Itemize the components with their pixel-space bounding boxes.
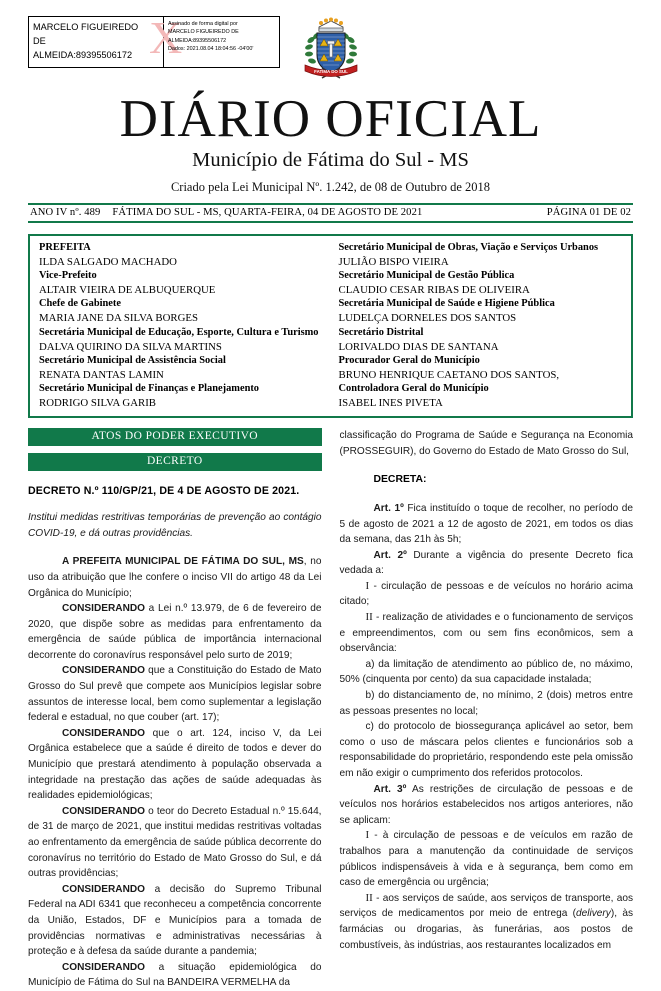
page-title: DIÁRIO OFICIAL <box>119 90 542 148</box>
paragraph-body: , no uso da atribuição que lhe confere o inciso VII do artigo 48 da Lei Orgânica do Município; <box>28 556 322 599</box>
official-role: Secretário Municipal de Gestão Pública <box>338 270 515 282</box>
official-role: PREFEITA <box>39 242 91 253</box>
signature-x-mark: X <box>149 16 183 63</box>
masthead-law-line: Criado pela Lei Municipal Nº. 1.242, de 08 de Outubro de 2018 <box>170 180 491 194</box>
article-2-item-c: c) do protocolo de biossegurança aplicável ao setor, bem como o uso de máscara pelos clientes e funcionários sob a responsabilidade do proprietário, respondendo este pela omissão em não exigir o cumprimento dos referidos protocolos. <box>339 721 633 779</box>
article-body: Durante a vigência do presente Decreto fica vedada a: <box>339 549 633 577</box>
official-name: ILDA SALGADO MACHADO <box>39 256 177 269</box>
article-2-item-ii <box>340 610 634 657</box>
paragraph-considerando <box>28 663 322 725</box>
edition-bar <box>28 203 633 223</box>
banner-atos-poder-executivo: ATOS DO PODER EXECUTIVO <box>28 428 322 446</box>
official-name: LORIVALDO DIAS DE SANTANA <box>338 340 499 353</box>
item-lead: II <box>365 611 373 624</box>
article-lead: Art. 2º <box>373 549 407 561</box>
official-name: ISABEL INES PIVETA <box>338 397 443 410</box>
item-body: - à circulação de pessoas e de veículos em razão de trabalhos para a manutenção da continuidade de serviços públicos indispensáveis à vida e à segurança, bem como em caso de emergência ou urgência; <box>339 830 633 889</box>
paragraph-continuation: classificação do Programa de Saúde e Segurança na Economia (PROSSEGUIR), do Governo do Estado de Mato Grosso do Sul, <box>339 430 633 457</box>
article-body: Fica instituído o toque de recolher, no período de 5 de agosto de 2021 a 12 de agosto de 2021, em todos os dias da semana, das 21h às 5h; <box>339 502 633 546</box>
official-role: Procurador Geral do Município <box>338 354 480 366</box>
paragraph-body: o teor do Decreto Estadual n.º 15.644, de 31 de março de 2021, que institui medidas restritivas voltadas ao enfrentamento da emergência de saúde pública decorrente do coronavírus no território do Estado de Mato Grosso do Sul, e dá outras providências; <box>28 805 322 880</box>
paragraph-body: a decisão do Supremo Tribunal Federal na ADI 6341 que reconheceu a competência concorrente da União, Estados, DF e Municípios para a tomada de providências normativas e administrativas necessárias à proteção e à defesa da saúde durante a pandemia; <box>28 883 322 958</box>
article-lead: Art. 1º <box>373 502 404 514</box>
decreto-ementa: Institui medidas restritivas temporárias de prevenção ao contágio COVID-19, e dá outras providências. <box>28 512 322 539</box>
official-name: LUDELÇA DORNELES DOS SANTOS <box>338 312 517 325</box>
paragraph-lead: CONSIDERANDO <box>62 961 145 973</box>
official-role: Secretária Municipal de Educação, Esporte, Cultura e Turismo <box>39 326 319 338</box>
official-name: ALTAIR VIEIRA DE ALBUQUERQUE <box>39 284 216 297</box>
paragraph-considerando <box>28 601 322 663</box>
signature-detail-line-4: Dados: 2021.08.04 18:04:56 -04'00' <box>168 46 254 53</box>
paragraph-lead: CONSIDERANDO <box>62 883 145 895</box>
item-body: - realização de atividades e o funcionamento de serviços e empreendimentos, com ou sem fins econômicos, sem a observância: <box>339 612 633 655</box>
article-3 <box>340 782 634 829</box>
column-left <box>28 428 322 991</box>
banner-decreto: DECRETO <box>28 453 322 471</box>
article-3-item-ii <box>340 891 634 953</box>
official-role: Vice-Prefeito <box>39 270 97 282</box>
article-3-item-i <box>340 828 634 890</box>
paragraph-lead: CONSIDERANDO <box>62 805 145 817</box>
signature-detail-line-2: MARCELO FIGUEIREDO DE <box>168 29 239 36</box>
paragraph-preambulo <box>28 554 322 601</box>
item-lead: II <box>365 891 373 904</box>
digital-signature-stamp <box>28 16 280 68</box>
paragraph-lead: A PREFEITA MUNICIPAL DE FÁTIMA DO SUL, MS <box>62 556 304 568</box>
paragraph-considerando <box>28 726 322 804</box>
body-columns <box>28 428 633 991</box>
official-role: Secretário Municipal de Finanças e Planejamento <box>39 382 260 394</box>
official-name: BRUNO HENRIQUE CAETANO DOS SANTOS, <box>338 368 560 381</box>
paragraph-considerando <box>28 882 322 960</box>
emphasis-delivery: delivery <box>576 908 611 920</box>
official-role: Secretário Municipal de Assistência Social <box>39 354 226 366</box>
item-lead: I <box>365 579 370 592</box>
signature-detail-line-3: ALMEIDA:89395506172 <box>168 37 227 44</box>
article-2-item-b: b) do distanciamento de, no mínimo, 2 (dois) metros entre as pessoas presentes no local; <box>339 690 633 717</box>
decreta-heading: DECRETA: <box>373 474 427 486</box>
official-role: Controladora Geral do Município <box>338 382 489 394</box>
paragraph-considerando <box>28 960 322 991</box>
edition-place-date: FÁTIMA DO SUL - MS, QUARTA-FEIRA, 04 DE AGOSTO DE 2021 <box>112 207 423 218</box>
paragraph-considerando <box>28 804 322 882</box>
paragraph-body: que a Constituição do Estado de Mato Grosso do Sul prevê que compete aos Municípios legislar sobre assuntos de interesse local, bem como suplementar a legislação federal e estadual, no que couber (art. 17); <box>28 665 322 724</box>
article-1 <box>340 501 634 548</box>
official-role: Secretário Distrital <box>338 326 424 338</box>
paragraph-lead: CONSIDERANDO <box>62 603 145 615</box>
official-role: Chefe de Gabinete <box>39 298 121 310</box>
masthead-subtitle: Município de Fátima do Sul - MS <box>192 149 469 171</box>
official-role: Secretária Municipal de Saúde e Higiene Pública <box>338 298 555 310</box>
official-name: DALVA QUIRINO DA SILVA MARTINS <box>39 340 222 353</box>
coat-of-arms-icon <box>300 16 362 88</box>
page-number: PÁGINA 01 DE 02 <box>546 207 631 218</box>
signature-detail-line-1: Assinado de forma digital por <box>168 21 238 27</box>
paragraph-lead: CONSIDERANDO <box>62 665 145 677</box>
item-lead: I <box>365 829 370 842</box>
article-body: As restrições de circulação de pessoas e de veículos nos horários estabelecidos nos artigos anteriores, não se aplicam: <box>339 783 633 826</box>
article-lead: Art. 3º <box>373 783 407 795</box>
official-role: Secretário Municipal de Obras, Viação e Serviços Urbanos <box>338 242 599 253</box>
decreto-title: DECRETO N.º 110/GP/21, DE 4 DE AGOSTO DE 2021. <box>28 485 300 498</box>
column-right <box>340 428 634 991</box>
article-2-item-a: a) da limitação de atendimento ao público de, no máximo, 50% (cinquenta por cento) da sua capacidade instalada; <box>339 658 633 686</box>
official-name: RENATA DANTAS LAMIN <box>39 368 164 381</box>
official-name: RODRIGO SILVA GARIB <box>39 397 156 410</box>
official-name: CLAUDIO CESAR RIBAS DE OLIVEIRA <box>338 284 530 297</box>
paragraph-body: a situação epidemiológica do Município de Fátima do Sul na BANDEIRA VERMELHA da <box>28 961 322 989</box>
paragraph-body: que o art. 124, inciso V, da Lei Orgânica estabelece que a saúde é direito de todos e dever do Município que prestará atendimento à população observada a integridade na prestação das ações de saúde adequadas às realidades epidemiológicas; <box>28 727 322 802</box>
paragraph-body: a Lei n.º 13.979, de 6 de fevereiro de 2020, que dispõe sobre as medidas para enfrentamento da emergência de saúde pública de importância internacional decorrente do coronavírus responsável pelo surto de 2019; <box>28 603 322 661</box>
svg-text:FATIMA DO SUL: FATIMA DO SUL <box>313 69 348 74</box>
paragraph-lead: CONSIDERANDO <box>62 727 145 739</box>
officials-box <box>28 234 633 418</box>
edition-number: ANO IV nº. 489 <box>30 207 101 218</box>
official-name: MARIA JANE DA SILVA BORGES <box>39 312 198 325</box>
signature-box <box>28 16 280 68</box>
article-2-item-i <box>340 579 634 610</box>
signature-name-line-1: MARCELO FIGUEIREDO <box>33 22 139 32</box>
signature-details <box>163 17 279 67</box>
officials-column-right <box>331 241 632 410</box>
article-2 <box>340 548 634 579</box>
official-name: JULIÃO BISPO VIEIRA <box>338 256 449 269</box>
item-body: - aos serviços de saúde, aos serviços de transporte, aos serviços de medicamentos por meio de entrega (delivery), às farmácias ou drogarias, às funerárias, aos postos de combustíveis, às indústrias, aos restaurantes localizados em <box>339 892 633 951</box>
signature-name-line-2: DE <box>33 36 46 46</box>
item-body: - circulação de pessoas e de veículos no horário acima citado; <box>339 580 633 608</box>
signature-name <box>29 17 163 67</box>
signature-name-line-3: ALMEIDA:89395506172 <box>33 50 133 60</box>
officials-column-left <box>30 241 331 410</box>
